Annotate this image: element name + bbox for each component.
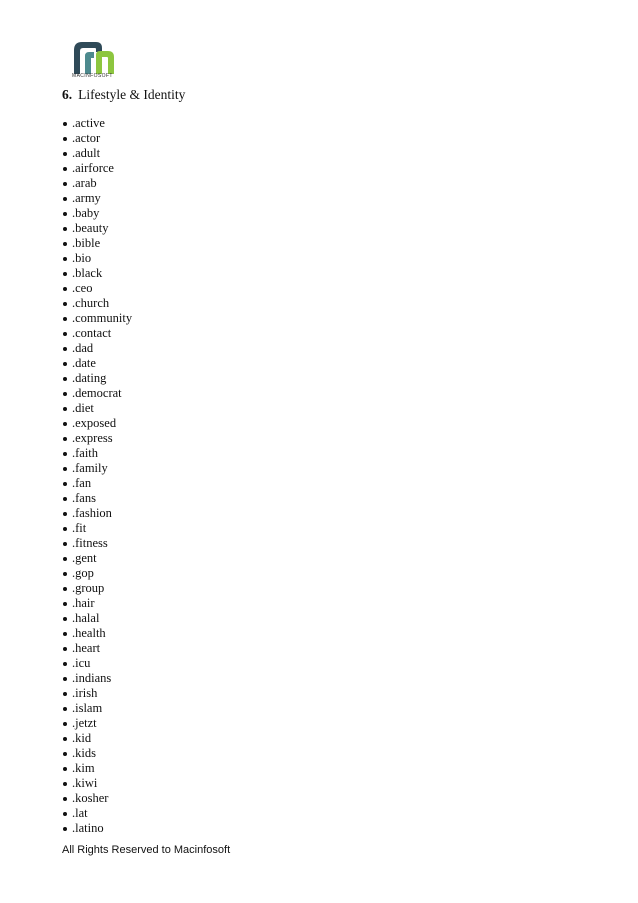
bullet-icon [63, 797, 67, 801]
bullet-icon [63, 467, 67, 471]
list-item [62, 176, 132, 191]
list-item [62, 821, 132, 836]
list-item [62, 281, 132, 296]
bullet-icon [63, 452, 67, 456]
list-item [62, 416, 132, 431]
bullet-icon [63, 647, 67, 651]
tld-label: .islam [72, 701, 103, 715]
list-item [62, 146, 132, 161]
bullet-icon [63, 317, 67, 321]
list-item [62, 191, 132, 206]
bullet-icon [63, 677, 67, 681]
tld-label: .bible [72, 236, 101, 250]
tld-label: .fashion [72, 506, 112, 520]
footer-copyright: All Rights Reserved to Macinfosoft [62, 844, 231, 856]
tld-label: .express [72, 431, 113, 445]
bullet-icon [63, 182, 67, 186]
tld-label: .baby [72, 206, 100, 220]
list-item [62, 716, 132, 731]
bullet-icon [63, 197, 67, 201]
tld-label: .kiwi [72, 776, 98, 790]
tld-label: .exposed [72, 416, 117, 430]
tld-label: .adult [72, 146, 101, 160]
bullet-icon [63, 542, 67, 546]
bullet-icon [63, 362, 67, 366]
bullet-icon [63, 287, 67, 291]
list-item [62, 371, 132, 386]
bullet-icon [63, 407, 67, 411]
tld-label: .arab [72, 176, 97, 190]
bullet-icon [63, 512, 67, 516]
list-item [62, 476, 132, 491]
list-item [62, 251, 132, 266]
tld-label: .active [72, 116, 105, 130]
bullet-icon [63, 737, 67, 741]
list-item [62, 536, 132, 551]
tld-label: .fitness [72, 536, 108, 550]
bullet-icon [63, 497, 67, 501]
list-item [62, 491, 132, 506]
list-item [62, 761, 132, 776]
tld-label: .dating [72, 371, 107, 385]
list-item [62, 626, 132, 641]
tld-label: .gent [72, 551, 97, 565]
tld-label: .indians [72, 671, 112, 685]
list-item [62, 461, 132, 476]
bullet-icon [63, 422, 67, 426]
tld-label: .heart [72, 641, 101, 655]
bullet-icon [63, 302, 67, 306]
list-item [62, 356, 132, 371]
list-item [62, 791, 132, 806]
list-item [62, 236, 132, 251]
tld-label: .irish [72, 686, 98, 700]
tld-label: .latino [72, 821, 104, 835]
tld-label: .dad [72, 341, 94, 355]
tld-label: .democrat [72, 386, 122, 400]
bullet-icon [63, 587, 67, 591]
tld-label: .group [72, 581, 105, 595]
list-item [62, 206, 132, 221]
bullet-icon [63, 272, 67, 276]
list-item [62, 551, 132, 566]
list-item [62, 131, 132, 146]
list-item [62, 746, 132, 761]
list-item [62, 596, 132, 611]
tld-label: .ceo [72, 281, 93, 295]
tld-list [62, 116, 132, 836]
bullet-icon [63, 557, 67, 561]
bullet-icon [63, 632, 67, 636]
tld-label: .army [72, 191, 101, 205]
list-item [62, 521, 132, 536]
tld-label: .jetzt [72, 716, 97, 730]
bullet-icon [63, 617, 67, 621]
list-item [62, 671, 132, 686]
tld-label: .kid [72, 731, 92, 745]
bullet-icon [63, 662, 67, 666]
bullet-icon [63, 347, 67, 351]
section-heading [62, 86, 185, 104]
tld-label: .church [72, 296, 110, 310]
bullet-icon [63, 722, 67, 726]
bullet-icon [63, 767, 67, 771]
list-item [62, 401, 132, 416]
bullet-icon [63, 392, 67, 396]
bullet-icon [63, 812, 67, 816]
list-item [62, 656, 132, 671]
bullet-icon [63, 692, 67, 696]
macinfosoft-logo-icon [72, 40, 116, 76]
bullet-icon [63, 482, 67, 486]
bullet-icon [63, 377, 67, 381]
list-item [62, 566, 132, 581]
list-item [62, 266, 132, 281]
tld-label: .fit [72, 521, 87, 535]
list-item [62, 701, 132, 716]
bullet-icon [63, 752, 67, 756]
tld-label: .kosher [72, 791, 109, 805]
bullet-icon [63, 137, 67, 141]
list-item [62, 386, 132, 401]
bullet-icon [63, 167, 67, 171]
bullet-icon [63, 122, 67, 126]
section-number: 6. [62, 87, 73, 102]
tld-label: .kids [72, 746, 96, 760]
bullet-icon [63, 782, 67, 786]
bullet-icon [63, 242, 67, 246]
list-item [62, 311, 132, 326]
list-item [62, 446, 132, 461]
list-item [62, 581, 132, 596]
list-item [62, 116, 132, 131]
list-item [62, 326, 132, 341]
tld-label: .hair [72, 596, 95, 610]
tld-label: .kim [72, 761, 95, 775]
bullet-icon [63, 227, 67, 231]
tld-label: .fans [72, 491, 96, 505]
bullet-icon [63, 602, 67, 606]
tld-label: .community [72, 311, 133, 325]
bullet-icon [63, 707, 67, 711]
bullet-icon [63, 257, 67, 261]
tld-label: .health [72, 626, 106, 640]
bullet-icon [63, 572, 67, 576]
bullet-icon [63, 827, 67, 831]
bullet-icon [63, 527, 67, 531]
list-item [62, 776, 132, 791]
tld-label: .gop [72, 566, 94, 580]
tld-label: .contact [72, 326, 112, 340]
tld-label: .airforce [72, 161, 114, 175]
list-item [62, 296, 132, 311]
tld-label: .family [72, 461, 108, 475]
tld-label: .black [72, 266, 103, 280]
tld-label: .fan [72, 476, 92, 490]
tld-label: .diet [72, 401, 94, 415]
list-item [62, 161, 132, 176]
list-item [62, 731, 132, 746]
list-item [62, 431, 132, 446]
tld-label: .beauty [72, 221, 109, 235]
list-item [62, 806, 132, 821]
tld-label: .icu [72, 656, 91, 670]
tld-label: .actor [72, 131, 101, 145]
bullet-icon [63, 212, 67, 216]
list-item [62, 686, 132, 701]
list-item [62, 221, 132, 236]
tld-label: .bio [72, 251, 92, 265]
bullet-icon [63, 152, 67, 156]
tld-label: .halal [72, 611, 100, 625]
tld-label: .faith [72, 446, 99, 460]
logo-wordmark: MACINFOSOFT [72, 73, 113, 79]
bullet-icon [63, 437, 67, 441]
list-item [62, 506, 132, 521]
list-item [62, 611, 132, 626]
list-item [62, 341, 132, 356]
bullet-icon [63, 332, 67, 336]
list-item [62, 641, 132, 656]
section-title: Lifestyle & Identity [78, 87, 186, 102]
tld-label: .lat [72, 806, 88, 820]
tld-label: .date [72, 356, 96, 370]
